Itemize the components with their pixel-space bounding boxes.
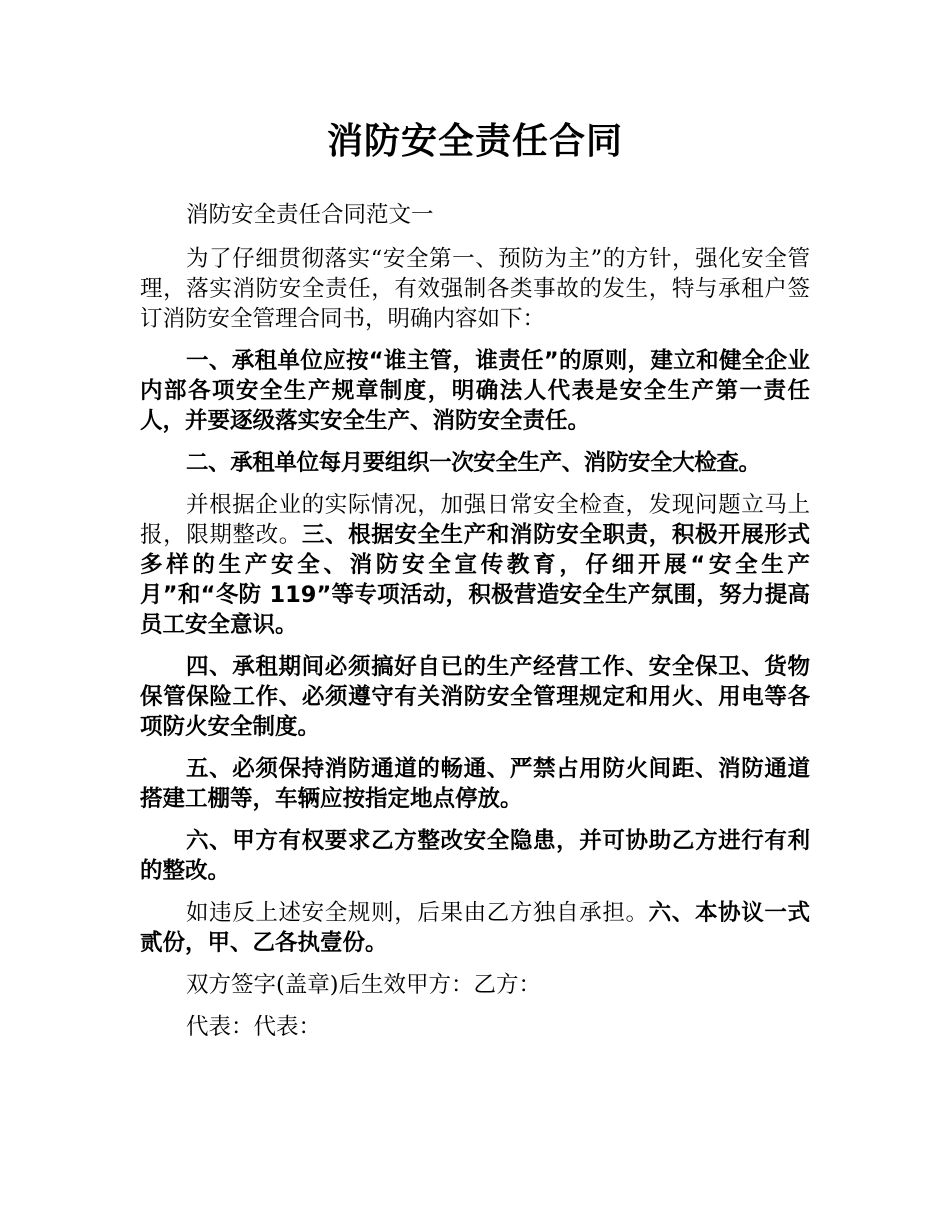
violation-paragraph <box>140 898 810 958</box>
clause-6: 六、甲方有权要求乙方整改安全隐患，并可协助乙方进行有利的整改。 <box>140 828 810 884</box>
clause-2: 二、承租单位每月要组织一次安全生产、消防安全大检查。 <box>186 450 761 476</box>
clause-2-followup: 并根据企业的实际情况，加强日常安全检查，发现问题立马上报，限期整改。 <box>140 492 810 548</box>
clause-6b: 六、本协议一式贰份，甲、乙各执壹份。 <box>140 900 810 956</box>
clause-1: 一、承租单位应按“谁主管，谁责任”的原则，建立和健全企业内部各项安全生产规章制度，明确法人代表是安全生产第一责任人，并要逐级落实安全生产、消防安全责任。 <box>140 348 810 434</box>
intro-paragraph: 为了仔细贯彻落实“安全第一、预防为主”的方针，强化安全管理，落实消防安全责任，有效强制各类事故的发生，特与承租户签订消防安全管理合同书，明确内容如下： <box>140 246 810 332</box>
clause-5: 五、必须保持消防通道的畅通、严禁占用防火间距、消防通道搭建工棚等，车辆应按指定地点停放。 <box>140 756 810 812</box>
clause-3: 三、根据安全生产和消防安全职责，积极开展形式多样的生产安全、消防安全宣传教育，仔细开展“安全生产月”和“冬防 119”等专项活动，积极营造安全生产氛围，努力提高员工安全意识。 <box>140 522 810 638</box>
signature-line: 双方签字(盖章)后生效甲方：乙方： <box>186 972 542 998</box>
document-body <box>140 200 810 1054</box>
representatives-line: 代表：代表： <box>186 1014 322 1040</box>
violation-text: 如违反上述安全规则，后果由乙方独自承担。 <box>186 900 649 926</box>
clause-4: 四、承租期间必须搞好自已的生产经营工作、安全保卫、货物保管保险工作、必须遵守有关消防安全管理规定和用火、用电等各项防火安全制度。 <box>140 654 810 740</box>
document-title: 消防安全责任合同 <box>326 121 623 162</box>
document-subtitle: 消防安全责任合同范文一 <box>186 202 434 228</box>
clause-2-3-paragraph <box>140 490 810 640</box>
